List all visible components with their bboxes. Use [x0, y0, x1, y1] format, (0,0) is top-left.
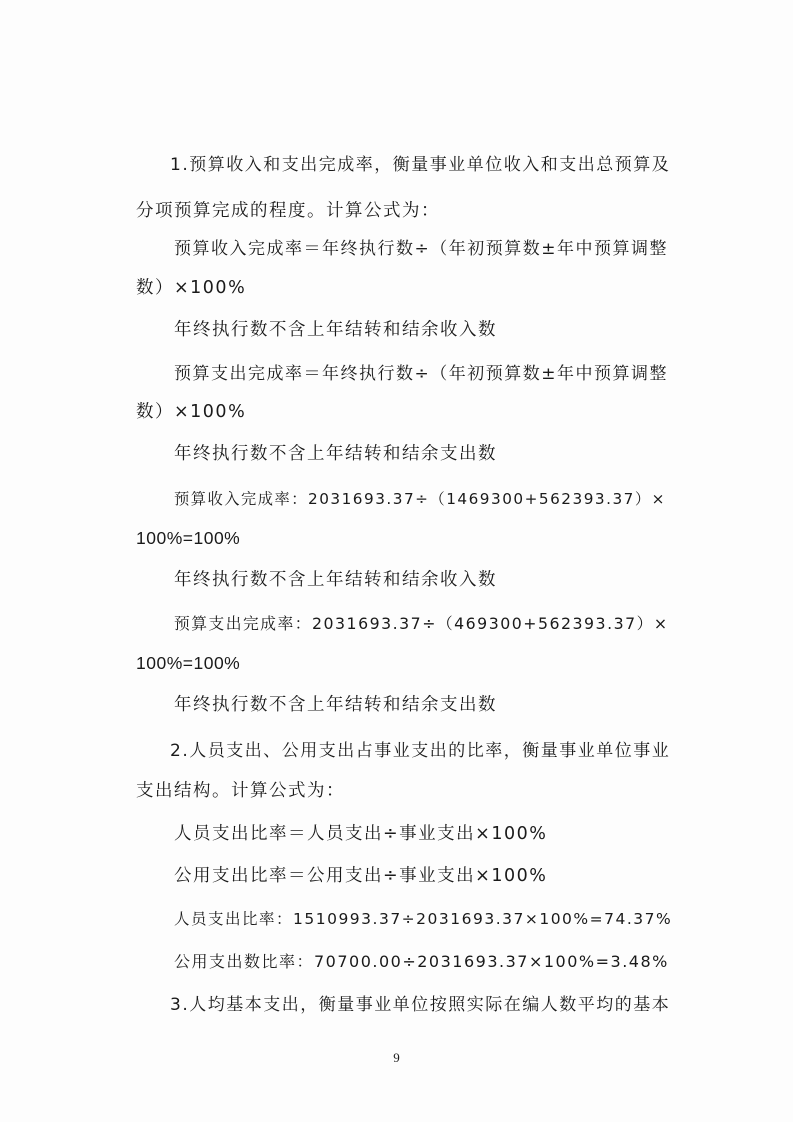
calculation-line: 预算支出完成率：2031693.37÷（469300+562393.37）× [174, 614, 669, 633]
calculation-line: 100%=100% [136, 653, 241, 673]
formula-line: 预算支出完成率＝年终执行数÷（年初预算数±年中预算调整 [174, 364, 668, 384]
note-line: 年终执行数不含上年结转和结余支出数 [174, 695, 497, 715]
formula-line: 人员支出比率＝人员支出÷事业支出×100% [174, 824, 548, 844]
note-line: 年终执行数不含上年结转和结余收入数 [174, 570, 497, 590]
paragraph-line: 3.人均基本支出，衡量事业单位按照实际在编人数平均的基本 [170, 995, 671, 1015]
calculation-line: 人员支出比率：1510993.37÷2031693.37×100%=74.37% [174, 910, 673, 928]
calculation-line: 公用支出数比率：70700.00÷2031693.37×100%=3.48% [174, 952, 669, 971]
note-line: 年终执行数不含上年结转和结余支出数 [174, 444, 497, 464]
formula-line: 数）×100% [136, 402, 247, 422]
calculation-line: 预算收入完成率：2031693.37÷（1469300+562393.37）× [174, 490, 666, 508]
calculation-line: 100%=100% [136, 528, 241, 548]
formula-line: 公用支出比率＝公用支出÷事业支出×100% [174, 866, 548, 886]
formula-line: 预算收入完成率＝年终执行数÷（年初预算数±年中预算调整 [174, 239, 668, 259]
paragraph-line: 分项预算完成的程度。计算公式为： [136, 201, 440, 221]
page-number: 9 [393, 1050, 400, 1065]
formula-line: 数）×100% [136, 278, 247, 298]
paragraph-line: 2.人员支出、公用支出占事业支出的比率，衡量事业单位事业 [170, 741, 671, 761]
paragraph-line: 支出结构。计算公式为： [136, 781, 345, 801]
note-line: 年终执行数不含上年结转和结余收入数 [174, 320, 497, 340]
paragraph-line: 1.预算收入和支出完成率，衡量事业单位收入和支出总预算及 [170, 155, 671, 175]
